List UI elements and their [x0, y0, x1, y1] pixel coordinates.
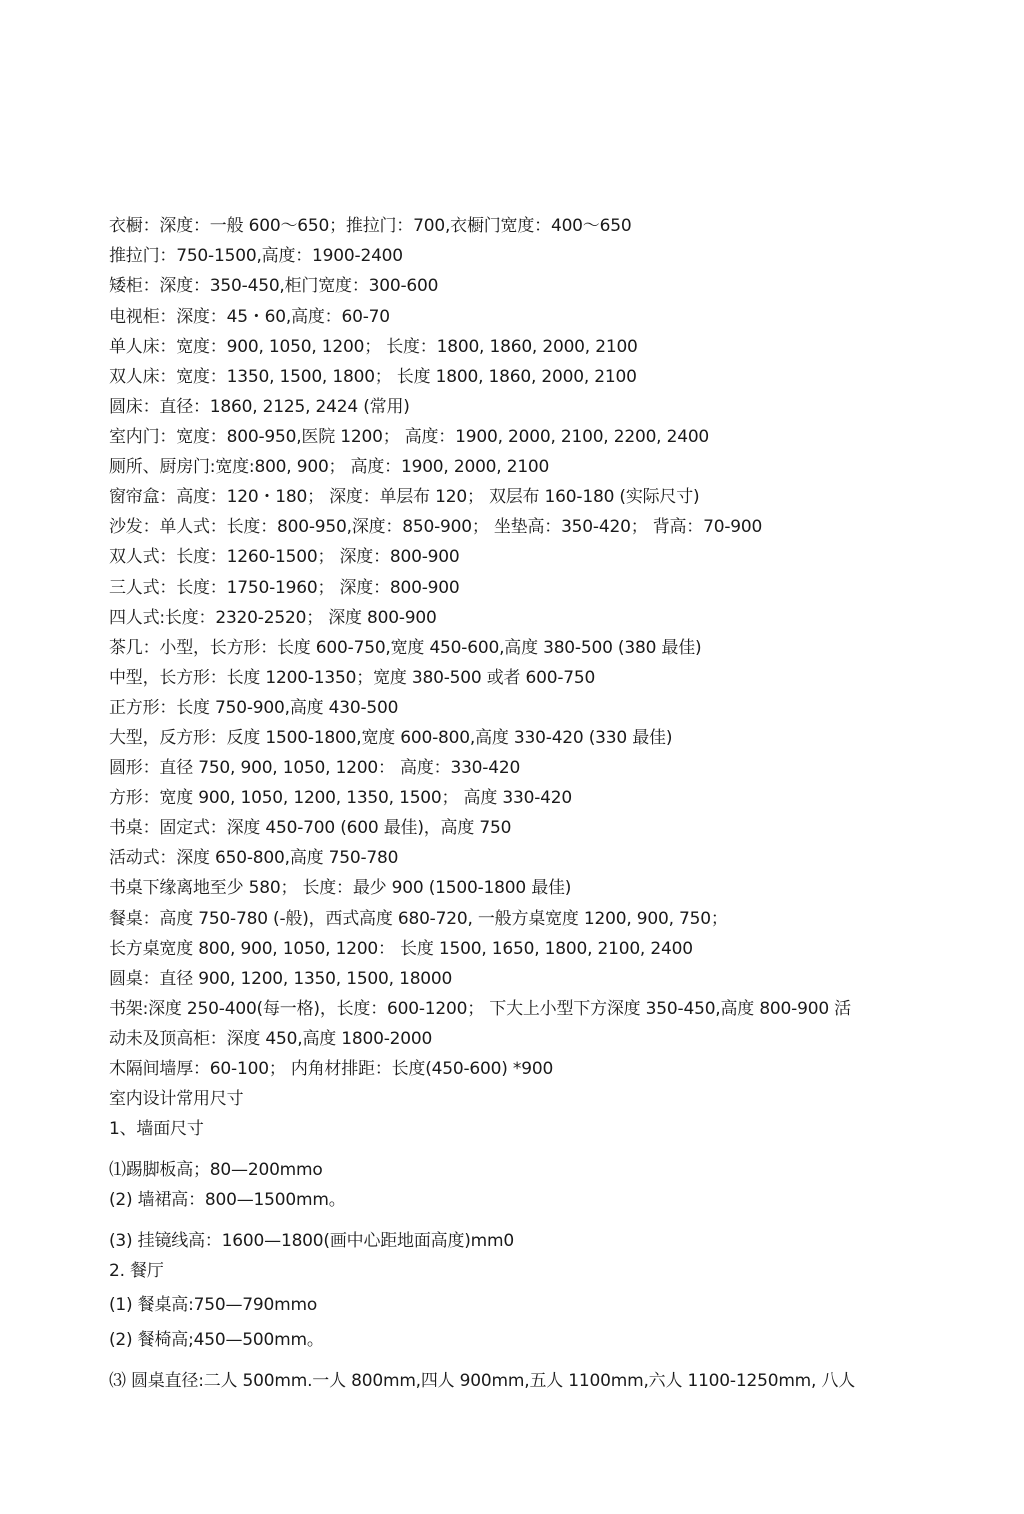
list-item: (1) 餐桌高:750—790mmo: [109, 1295, 318, 1315]
text-line: 动未及顶高柜：深度 450,高度 1800-2000: [109, 1029, 433, 1049]
text-line: 推拉门：750-1500,高度：1900-2400: [109, 246, 403, 266]
text-line: 矮柜：深度：350-450,柜门宽度：300-600: [109, 276, 439, 296]
list-item: (3) 挂镜线高：1600—1800(画中心距地面高度)mm0: [109, 1231, 515, 1251]
text-line: 圆形：直径 750, 900, 1050, 1200： 高度：330-420: [109, 758, 521, 778]
section-heading: 2. 餐厅: [109, 1261, 164, 1281]
section-heading: 室内设计常用尺寸: [109, 1089, 244, 1109]
text-line: 茶几：小型，长方形：长度 600-750,宽度 450-600,高度 380-500 (380 最佳): [109, 638, 702, 658]
text-line: 厕所、厨房门:宽度:800, 900； 高度：1900, 2000, 2100: [109, 457, 550, 477]
text-line: 室内门：宽度：800-950,医院 1200； 高度：1900, 2000, 2100, 2200, 2400: [109, 427, 710, 447]
text-line: 单人床：宽度：900, 1050, 1200； 长度：1800, 1860, 2000, 2100: [109, 337, 638, 357]
text-line: 书架:深度 250-400(每一格)，长度：600-1200； 下大上小型下方深度 350-450,高度 800-900 活: [109, 999, 851, 1019]
text-line: 圆床：直径：1860, 2125, 2424 (常用): [109, 397, 410, 417]
text-line: 方形：宽度 900, 1050, 1200, 1350, 1500； 高度 330-420: [109, 788, 572, 808]
text-line: 正方形：长度 750-900,高度 430-500: [109, 698, 399, 718]
text-line: 餐桌：高度 750-780 (-般)，西式高度 680-720, 一般方桌宽度 1200, 900, 750；: [109, 909, 728, 929]
text-line: 中型，长方形：长度 1200-1350；宽度 380-500 或者 600-750: [109, 668, 596, 688]
text-line: 长方桌宽度 800, 900, 1050, 1200： 长度 1500, 1650, 1800, 2100, 2400: [109, 939, 693, 959]
text-line: 三人式：长度：1750-1960； 深度：800-900: [109, 578, 460, 598]
text-line: 电视柜：深度：45・60,高度：60-70: [109, 307, 390, 327]
list-item: ⑶ 圆桌直径:二人 500mm.一人 800mm,四人 900mm,五人 1100mm,六人 1100-1250mm, 八人: [109, 1371, 856, 1391]
text-line: 双人式：长度：1260-1500； 深度：800-900: [109, 547, 460, 567]
list-item: ⑴踢脚板高；80—200mmo: [109, 1160, 323, 1180]
list-item: (2) 墙裙高：800—1500mm。: [109, 1190, 346, 1210]
text-line: 木隔间墙厚：60-100； 内角材排距：长度(450-600) *900: [109, 1059, 554, 1079]
section-heading: 1、墙面尺寸: [109, 1119, 204, 1139]
text-line: 衣橱：深度：一般 600～650；推拉门：700,衣橱门宽度：400～650: [109, 216, 632, 236]
text-line: 双人床：宽度：1350, 1500, 1800； 长度 1800, 1860, 2000, 2100: [109, 367, 637, 387]
text-line: 书桌：固定式：深度 450-700 (600 最佳)，高度 750: [109, 818, 512, 838]
text-line: 活动式：深度 650-800,高度 750-780: [109, 848, 399, 868]
text-line: 圆桌：直径 900, 1200, 1350, 1500, 18000: [109, 969, 453, 989]
text-line: 四人式:长度：2320-2520； 深度 800-900: [109, 608, 437, 628]
list-item: (2) 餐椅高;450—500mm。: [109, 1330, 324, 1350]
text-line: 书桌下缘离地至少 580； 长度：最少 900 (1500-1800 最佳): [109, 878, 572, 898]
text-line: 大型，反方形：反度 1500-1800,宽度 600-800,高度 330-420 (330 最佳): [109, 728, 673, 748]
text-line: 窗帘盒：高度：120・180； 深度：单层布 120； 双层布 160-180 (实际尺寸): [109, 487, 700, 507]
text-line: 沙发：单人式：长度：800-950,深度：850-900； 坐垫高：350-420； 背高：70-900: [109, 517, 763, 537]
